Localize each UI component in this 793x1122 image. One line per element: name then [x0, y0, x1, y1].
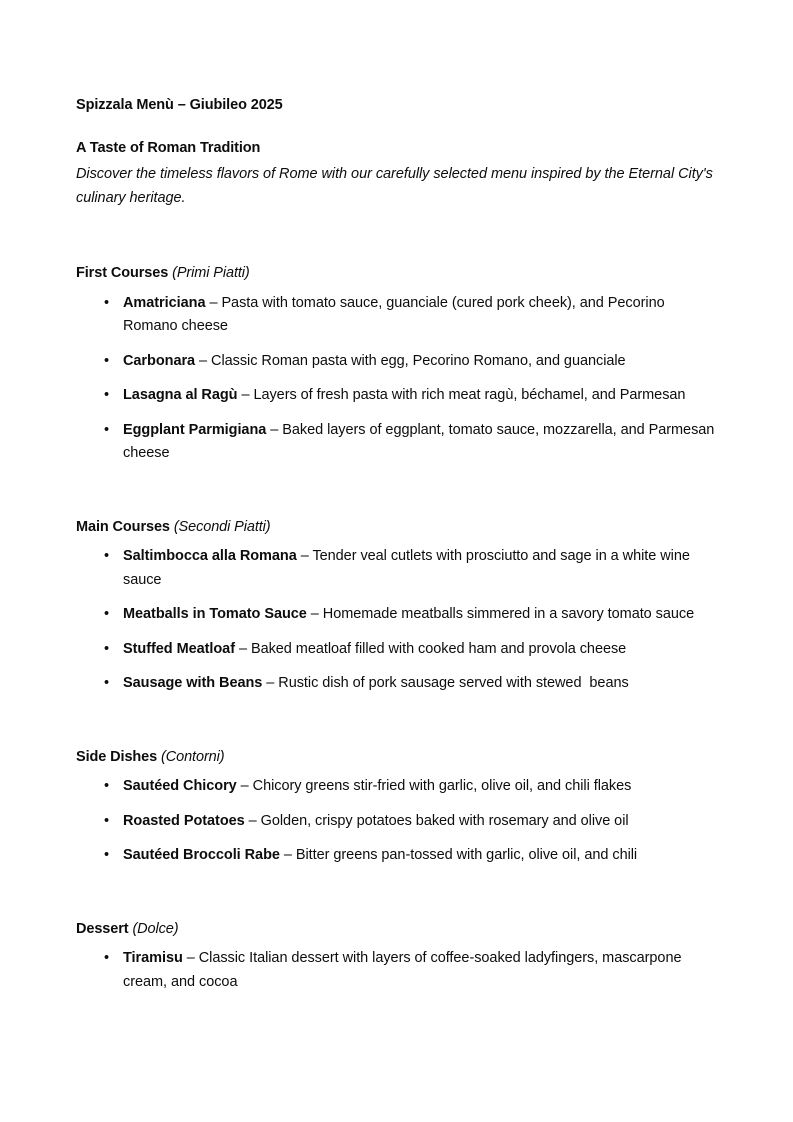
section-heading-name: Dessert [76, 920, 133, 937]
menu-item-description: – Golden, crispy potatoes baked with rosemary and olive oil [244, 812, 629, 829]
section-heading-native: (Contorni) [161, 748, 225, 765]
menu-section-main-courses [76, 518, 718, 696]
document-title: Spizzala Menù – Giubileo 2025 [76, 97, 283, 113]
list-item [76, 947, 718, 994]
list-item [76, 350, 718, 373]
menu-item-list [76, 545, 718, 695]
menu-item-list [76, 775, 718, 867]
menu-item-name: Eggplant Parmigiana [123, 421, 267, 438]
menu-section-first-courses [76, 264, 718, 465]
bullet-icon: • [104, 548, 110, 565]
bullet-icon: • [104, 778, 110, 795]
menu-item-description: – Classic Italian dessert with layers of coffee-soaked ladyfingers, mascarpone cream, and cocoa [123, 950, 686, 990]
bullet-icon: • [104, 640, 110, 657]
section-heading [76, 264, 718, 284]
section-heading-name: Side Dishes [76, 748, 162, 765]
menu-item-description: – Baked meatloaf filled with cooked ham and provola cheese [234, 640, 627, 657]
list-item [76, 810, 718, 833]
menu-item-name: Lasagna al Ragù [123, 387, 238, 404]
bullet-icon: • [104, 352, 110, 369]
menu-item-description: – Baked layers of eggplant, tomato sauce, mozzarella, and Parmesan cheese [123, 421, 719, 462]
menu-item-description: – Tender veal cutlets with prosciutto and sage in a white wine sauce [123, 548, 694, 588]
list-item [76, 844, 718, 867]
menu-item-name: Sausage with Beans [123, 675, 263, 692]
menu-section-side-dishes [76, 748, 718, 868]
bullet-icon: • [104, 606, 110, 623]
menu-item-description: – Rustic dish of pork sausage served with stewed beans [262, 675, 629, 692]
section-heading [76, 748, 718, 768]
menu-item-description: – Homemade meatballs simmered in a savory tomato sauce [306, 606, 695, 623]
section-heading [76, 518, 718, 538]
document-intro-paragraph: Discover the timeless flavors of Rome with our carefully selected menu inspired by the Eternal City's culinary heritage. [76, 166, 713, 206]
bullet-icon: • [104, 294, 110, 311]
list-item [76, 419, 718, 466]
menu-item-list [76, 947, 718, 994]
list-item [76, 638, 718, 661]
menu-item-name: Carbonara [123, 352, 196, 369]
menu-item-description: – Classic Roman pasta with egg, Pecorino Romano, and guanciale [195, 352, 626, 369]
bullet-icon: • [104, 387, 110, 404]
list-item [76, 545, 718, 592]
menu-item-description: – Chicory greens stir-fried with garlic, olive oil, and chili flakes [236, 778, 632, 795]
list-item [76, 292, 718, 339]
menu-section-dessert [76, 920, 718, 995]
menu-item-name: Stuffed Meatloaf [123, 640, 235, 657]
list-item [76, 603, 718, 626]
document-subtitle: A Taste of Roman Tradition [76, 139, 261, 156]
menu-item-description: – Pasta with tomato sauce, guanciale (cured pork cheek), and Pecorino Romano cheese [123, 294, 669, 335]
menu-item-description: – Bitter greens pan-tossed with garlic, olive oil, and chili [279, 847, 638, 864]
bullet-icon: • [104, 950, 110, 967]
section-heading-native: (Dolce) [132, 920, 179, 937]
bullet-icon: • [104, 421, 110, 438]
list-item [76, 775, 718, 798]
bullet-icon: • [104, 847, 110, 864]
section-heading-native: (Primi Piatti) [172, 265, 250, 282]
list-item [76, 672, 718, 695]
bullet-icon: • [104, 675, 110, 692]
menu-item-name: Saltimbocca alla Romana [123, 548, 297, 565]
menu-item-name: Roasted Potatoes [123, 812, 245, 829]
section-heading-name: First Courses [76, 265, 173, 282]
section-heading [76, 920, 718, 940]
menu-item-description: – Layers of fresh pasta with rich meat ragù, béchamel, and Parmesan [237, 387, 686, 404]
menu-item-name: Amatriciana [123, 294, 206, 311]
menu-item-name: Sautéed Broccoli Rabe [123, 847, 280, 864]
section-heading-name: Main Courses [76, 518, 174, 535]
section-heading-native: (Secondi Piatti) [173, 518, 271, 535]
menu-item-name: Meatballs in Tomato Sauce [123, 606, 307, 623]
menu-item-name: Sautéed Chicory [123, 778, 237, 795]
menu-item-list [76, 292, 718, 466]
menu-item-name: Tiramisu [123, 950, 183, 967]
list-item [76, 384, 718, 407]
bullet-icon: • [104, 812, 110, 829]
